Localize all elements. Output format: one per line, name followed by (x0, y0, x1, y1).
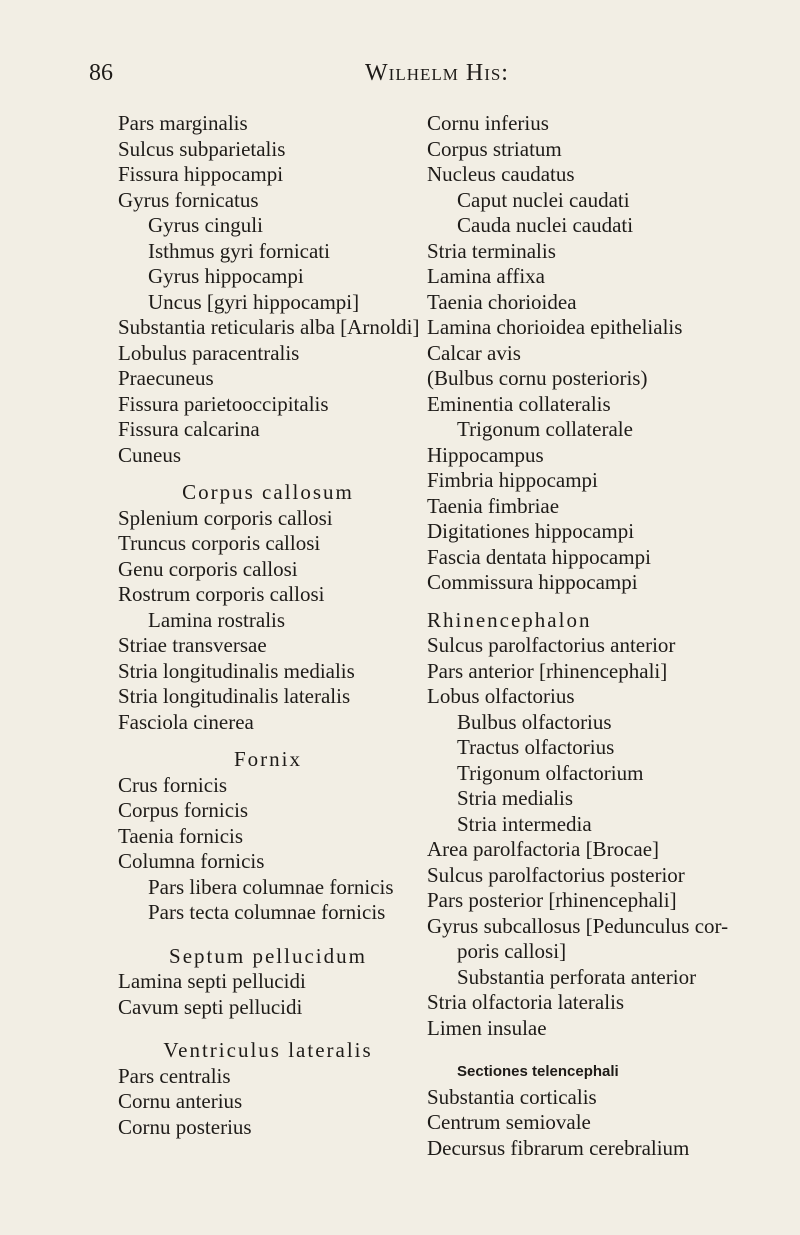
term-entry: Eminentia collateralis (427, 391, 611, 416)
term-entry: Genu corporis callosi (118, 556, 298, 581)
term-entry: Taenia fimbriae (427, 493, 560, 518)
term-entry: Calcar avis (427, 340, 521, 365)
term-entry: Pars marginalis (118, 111, 248, 135)
term-entry: Stria longitudinalis medialis (118, 658, 355, 683)
term-entry: Stria terminalis (427, 238, 556, 263)
term-entry: Fissura parietooccipitalis (118, 391, 329, 416)
sub-term-entry: Tractus olfactorius (457, 735, 615, 759)
sub-term-entry: Gyrus hippocampi (148, 264, 304, 288)
section-heading: Fornix (233, 747, 302, 771)
sub-term-entry: Caput nuclei caudati (457, 187, 630, 212)
sub-term-entry: Pars tecta columnae fornicis (148, 900, 386, 924)
sub-term-entry: Isthmus gyri fornicati (148, 238, 330, 263)
term-entry: Gyrus fornicatus (118, 187, 259, 212)
term-entry: Rostrum corporis callosi (118, 582, 325, 606)
term-entry: Sulcus parolfactorius anterior (427, 633, 676, 657)
term-entry: Gyrus subcallosus [Pedunculus cor- (427, 913, 729, 938)
term-entry: Area parolfactoria [Brocae] (427, 837, 660, 861)
term-entry: Lamina chorioidea epithelialis (427, 315, 683, 339)
term-entry: Pars centralis (118, 1063, 231, 1088)
term-entry: Taenia fornicis (118, 823, 244, 848)
term-entry: Stria olfactoria lateralis (427, 990, 625, 1014)
left-column (118, 111, 438, 1140)
sub-term-entry: Cauda nuclei caudati (457, 213, 634, 237)
term-entry: (Bulbus cornu posterioris) (427, 366, 648, 390)
term-entry: Nucleus caudatus (427, 162, 575, 186)
spacer (427, 1041, 797, 1059)
page-number: 86 (89, 60, 113, 86)
term-entry: Truncus corporis callosi (118, 531, 321, 555)
term-entry: Lamina septi pellucidi (118, 969, 306, 993)
term-entry: Sulcus parolfactorius posterior (427, 862, 685, 887)
sub-term-entry: Lamina rostralis (148, 607, 286, 632)
section-heading: Ventriculus lateralis (163, 1038, 373, 1062)
term-entry: Fissura calcarina (118, 417, 260, 441)
term-entry: Sulcus subparietalis (118, 136, 286, 161)
sub-term-entry: Substantia perforata anterior (457, 964, 697, 989)
term-entry: Fissura hippocampi (118, 162, 284, 186)
term-entry: Striae transversae (118, 633, 267, 657)
term-continuation: poris callosi] (457, 939, 567, 963)
term-entry: Taenia chorioidea (427, 289, 577, 314)
term-entry: Cornu anterius (118, 1089, 243, 1113)
term-entry: Corpus striatum (427, 136, 562, 161)
term-entry: Decursus fibrarum cerebralium (427, 1135, 690, 1160)
running-head: Wilhelm His: (365, 60, 509, 86)
term-entry: Columna fornicis (118, 849, 265, 873)
term-entry: Stria longitudinalis lateralis (118, 684, 351, 708)
term-entry: Commissura hippocampi (427, 570, 638, 594)
sub-term-entry: Trigonum olfactorium (457, 760, 644, 785)
spacer (118, 468, 438, 480)
term-entry: Praecuneus (118, 366, 214, 390)
section-heading: Sectiones telencephali (457, 1063, 619, 1080)
spacer (427, 596, 797, 608)
term-entry: Centrum semiovale (427, 1110, 591, 1134)
section-heading: Septum pellucidum (169, 943, 367, 968)
spacer (118, 1020, 438, 1038)
term-entry: Pars posterior [rhinencephali] (427, 888, 677, 912)
sub-term-entry: Gyrus cinguli (148, 213, 263, 237)
sub-term-entry: Stria intermedia (457, 811, 592, 836)
term-entry: Pars anterior [rhinencephali] (427, 658, 668, 683)
term-entry: Digitationes hippocampi (427, 519, 635, 543)
sub-term-entry: Trigonum collaterale (457, 417, 633, 441)
term-entry: Corpus fornicis (118, 798, 249, 822)
term-entry: Lobulus paracentralis (118, 340, 300, 365)
sub-term-entry: Stria medialis (457, 786, 574, 810)
term-entry: Limen insulae (427, 1015, 547, 1040)
term-entry: Cornu inferius (427, 111, 549, 135)
right-column (427, 111, 797, 1161)
sub-term-entry: Bulbus olfactorius (457, 709, 612, 734)
term-entry: Lamina affixa (427, 264, 545, 288)
term-entry: Hippocampus (427, 442, 544, 467)
sub-term-entry: Uncus [gyri hippocampi] (148, 289, 360, 314)
term-entry: Cuneus (118, 442, 181, 467)
section-heading: Rhinencephalon (427, 607, 592, 632)
term-entry: Cornu posterius (118, 1114, 252, 1139)
term-entry: Cavum septi pellucidi (118, 994, 303, 1019)
term-entry: Fascia dentata hippocampi (427, 544, 651, 569)
term-entry: Substantia reticularis alba [Arnoldi] (118, 315, 420, 339)
term-entry: Fimbria hippocampi (427, 468, 598, 492)
spacer (118, 735, 438, 747)
term-entry: Splenium corporis callosi (118, 505, 333, 530)
sub-term-entry: Pars libera columnae fornicis (148, 874, 394, 899)
term-entry: Fasciola cinerea (118, 709, 254, 734)
term-entry: Substantia corticalis (427, 1084, 597, 1109)
term-entry: Crus fornicis (118, 772, 228, 797)
spacer (118, 926, 438, 944)
term-entry: Lobus olfactorius (427, 684, 575, 708)
section-heading: Corpus callosum (182, 480, 354, 504)
